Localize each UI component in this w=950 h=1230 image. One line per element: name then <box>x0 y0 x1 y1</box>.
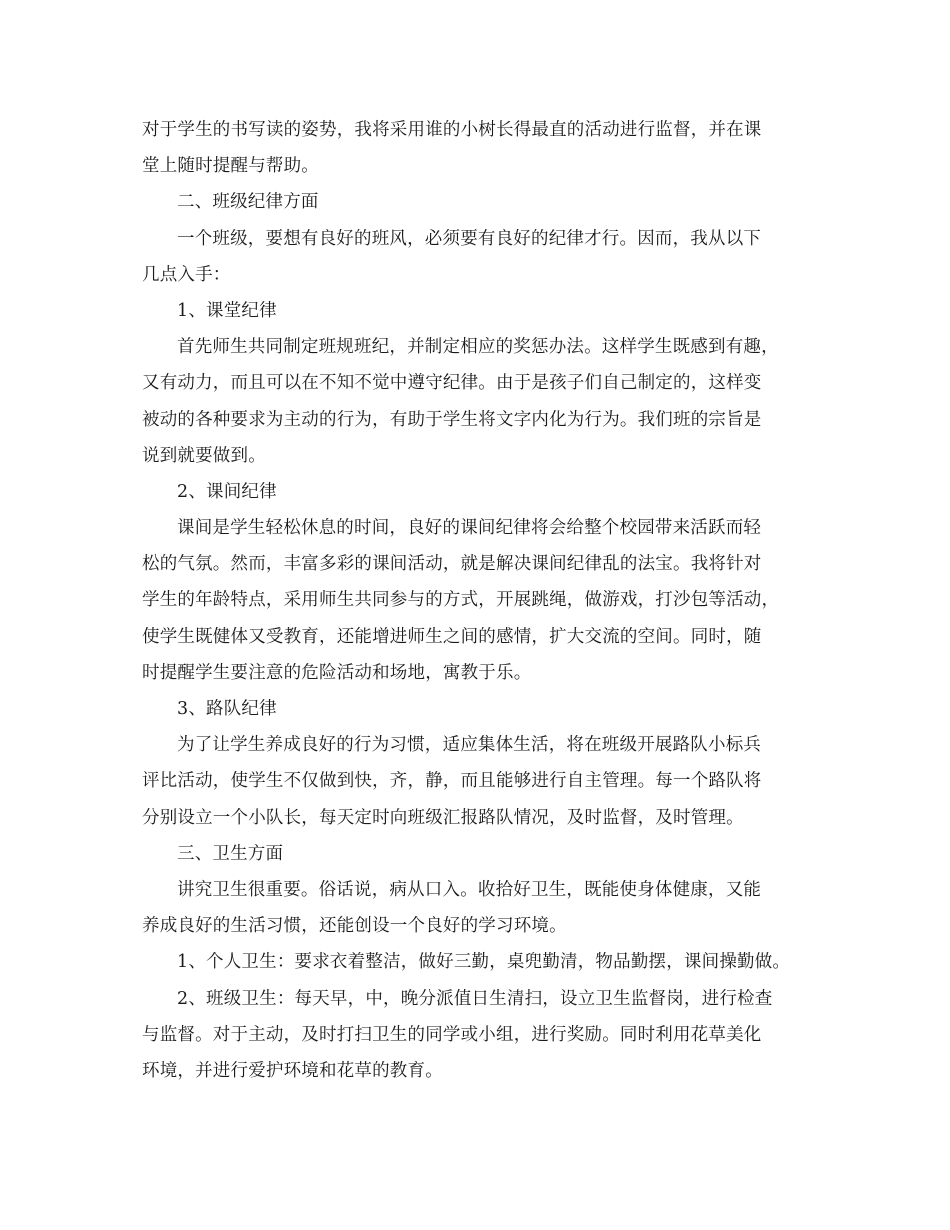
text-line: 1、个人卫生：要求衣着整洁，做好三勤，桌兜勤清，物品勤摆，课间操勤做。 <box>177 952 791 973</box>
text-line: 2、课间纪律 <box>177 481 277 502</box>
text-line: 二、班级纪律方面 <box>177 192 319 213</box>
text-line: 环境，并进行爱护环境和花草的教育。 <box>142 1060 443 1081</box>
text-line: 与监督。对于主动，及时打扫卫生的同学或小组，进行奖励。同时利用花草美化 <box>142 1024 762 1045</box>
text-line: 学生的年龄特点，采用师生共同参与的方式，开展跳绳，做游戏，打沙包等活动， <box>142 590 780 611</box>
text-line: 评比活动，使学生不仅做到快，齐，静，而且能够进行自主管理。每一个路队将 <box>142 771 762 792</box>
document-body <box>142 112 822 1089</box>
text-line: 三、卫生方面 <box>177 843 284 864</box>
text-line: 3、路队纪律 <box>177 699 277 719</box>
text-line: 说到就要做到。 <box>142 445 266 466</box>
text-line: 又有动力，而且可以在不知不觉中遵守纪律。由于是孩子们自己制定的，这样变 <box>142 373 762 394</box>
text-line: 被动的各种要求为主动的行为，有助于学生将文字内化为行为。我们班的宗旨是 <box>142 409 762 430</box>
text-line: 分别设立一个小队长，每天定时向班级汇报路队情况，及时监督，及时管理。 <box>142 807 744 828</box>
text-line: 松的气氛。然而，丰富多彩的课间活动，就是解决课间纪律乱的法宝。我将针对 <box>142 554 762 575</box>
text-line: 1、课堂纪律 <box>177 300 277 321</box>
text-line: 养成良好的生活习惯，还能创设一个良好的学习环境。 <box>142 916 567 937</box>
text-line: 一个班级，要想有良好的班风，必须要有良好的纪律才行。因而，我从以下 <box>177 228 762 249</box>
text-line: 2、班级卫生：每天早，中，晚分派值日生清扫，设立卫生监督岗，进行检查 <box>177 988 773 1009</box>
text-line: 时提醒学生要注意的危险活动和场地，寓教于乐。 <box>142 662 532 683</box>
text-line: 堂上随时提醒与帮助。 <box>142 156 319 177</box>
text-line: 为了让学生养成良好的行为习惯，适应集体生活，将在班级开展路队小标兵 <box>177 735 762 756</box>
text-line: 使学生既健体又受教育，还能增进师生之间的感情，扩大交流的空间。同时，随 <box>142 626 762 647</box>
text-line: 讲究卫生很重要。俗话说，病从口入。收拾好卫生，既能使身体健康，又能 <box>177 879 762 900</box>
text-line: 对于学生的书写读的姿势，我将采用谁的小树长得最直的活动进行监督，并在课 <box>142 120 762 140</box>
text-line: 课间是学生轻松休息的时间，良好的课间纪律将会给整个校园带来活跃而轻 <box>177 518 762 539</box>
text-line: 首先师生共同制定班规班纪，并制定相应的奖惩办法。这样学生既感到有趣， <box>177 337 779 358</box>
text-line: 几点入手： <box>142 264 231 285</box>
